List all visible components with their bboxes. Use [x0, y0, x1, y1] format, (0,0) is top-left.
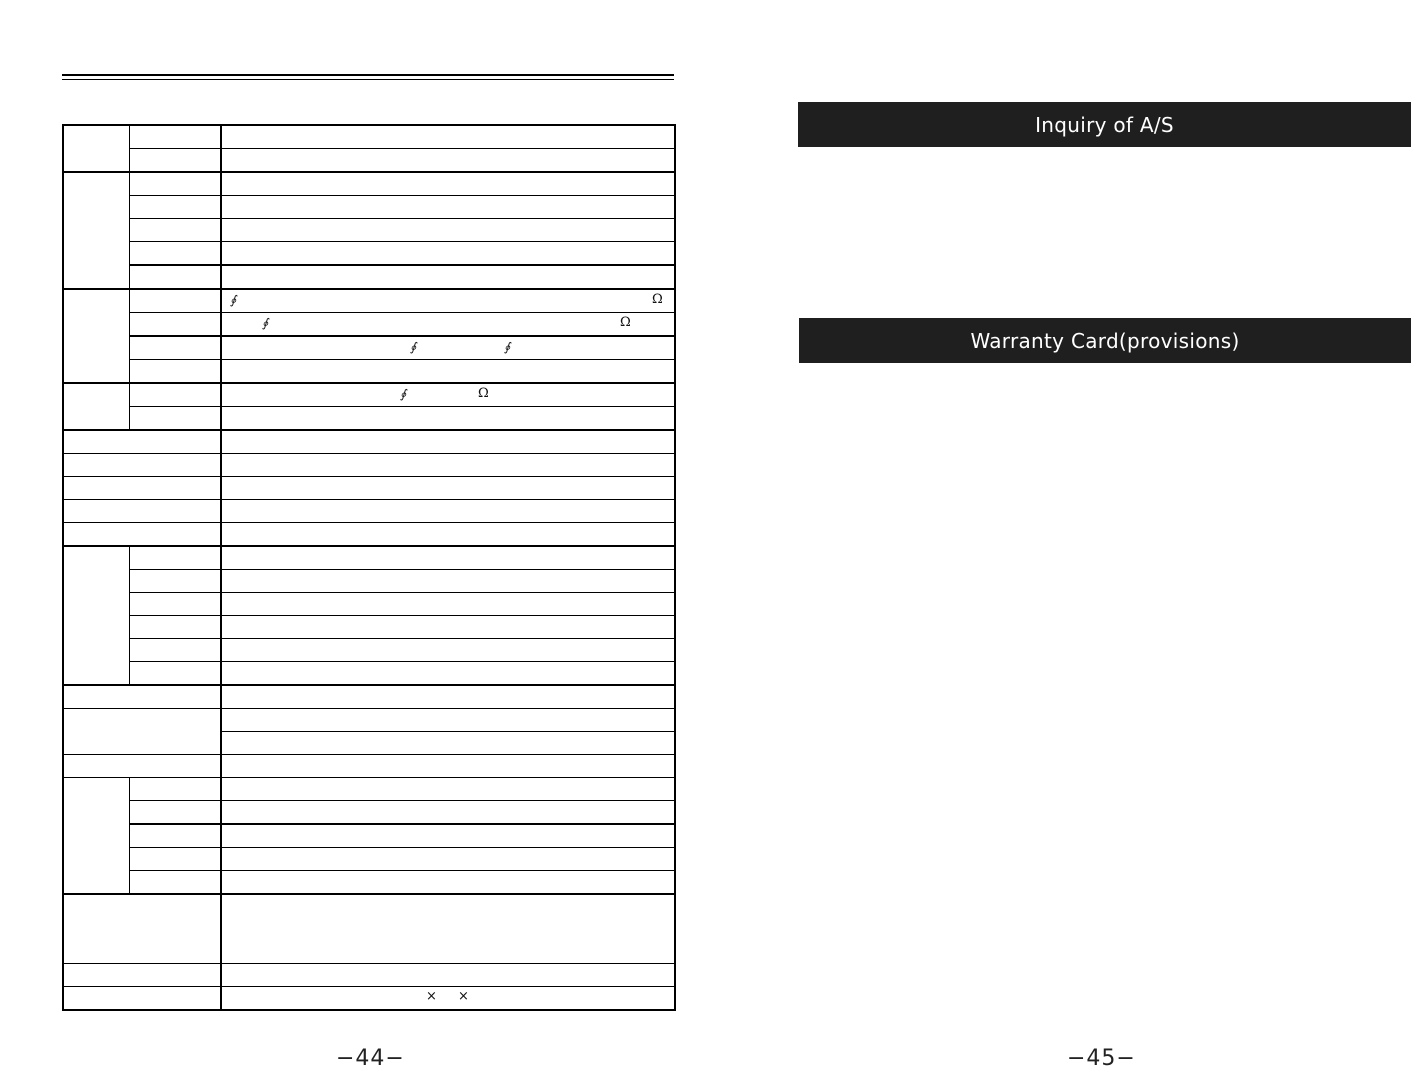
- right-page: [705, 0, 1411, 1075]
- phi-symbol: ∮: [504, 340, 511, 354]
- times-symbol: ×: [426, 989, 437, 1004]
- table-row: [63, 639, 675, 662]
- table-row: [63, 778, 675, 801]
- phi-symbol: ∮: [400, 387, 407, 401]
- spec-table: [62, 124, 676, 1011]
- table-row: [63, 430, 675, 454]
- table-row: [63, 616, 675, 639]
- table-row: [63, 313, 675, 337]
- table-row: [63, 149, 675, 173]
- left-page: [0, 0, 705, 1075]
- top-rule: [62, 74, 674, 76]
- table-row: [63, 755, 675, 778]
- phi-symbol: ∮: [262, 316, 269, 330]
- table-row: [63, 196, 675, 219]
- table-row: [63, 801, 675, 825]
- times-symbol: ×: [458, 989, 469, 1004]
- table-row: [63, 546, 675, 570]
- ohm-symbol: Ω: [652, 292, 663, 307]
- table-row: [63, 477, 675, 500]
- table-row: [63, 242, 675, 266]
- ohm-symbol: Ω: [478, 386, 489, 401]
- table-row: [63, 383, 675, 407]
- table-row: [63, 360, 675, 384]
- page-number: −45−: [1067, 1046, 1136, 1071]
- table-row: [63, 593, 675, 616]
- table-row: [63, 894, 675, 964]
- table-row: [63, 871, 675, 895]
- phi-symbol: ∮: [410, 340, 417, 354]
- table-row: [63, 523, 675, 547]
- table-row: [63, 848, 675, 871]
- table-row: [63, 964, 675, 987]
- inquiry-banner: Inquiry of A/S: [798, 102, 1411, 147]
- table-row: [63, 454, 675, 477]
- warranty-banner: Warranty Card(provisions): [799, 318, 1411, 363]
- phi-symbol: ∮: [230, 293, 237, 307]
- table-row: [63, 336, 675, 360]
- table-row: [63, 662, 675, 686]
- table-row: [63, 824, 675, 848]
- table-row: [63, 289, 675, 313]
- ohm-symbol: Ω: [620, 315, 631, 330]
- table-row: [63, 709, 675, 732]
- table-row: [63, 500, 675, 523]
- table-row: [63, 570, 675, 593]
- table-row: [63, 219, 675, 242]
- table-row: [63, 407, 675, 431]
- table-row: [63, 987, 675, 1011]
- table-row: [63, 265, 675, 289]
- top-rule-thin: [62, 79, 674, 80]
- table-row: [63, 172, 675, 196]
- table-row: [63, 125, 675, 149]
- page-number: −44−: [336, 1046, 405, 1071]
- table-row: [63, 685, 675, 709]
